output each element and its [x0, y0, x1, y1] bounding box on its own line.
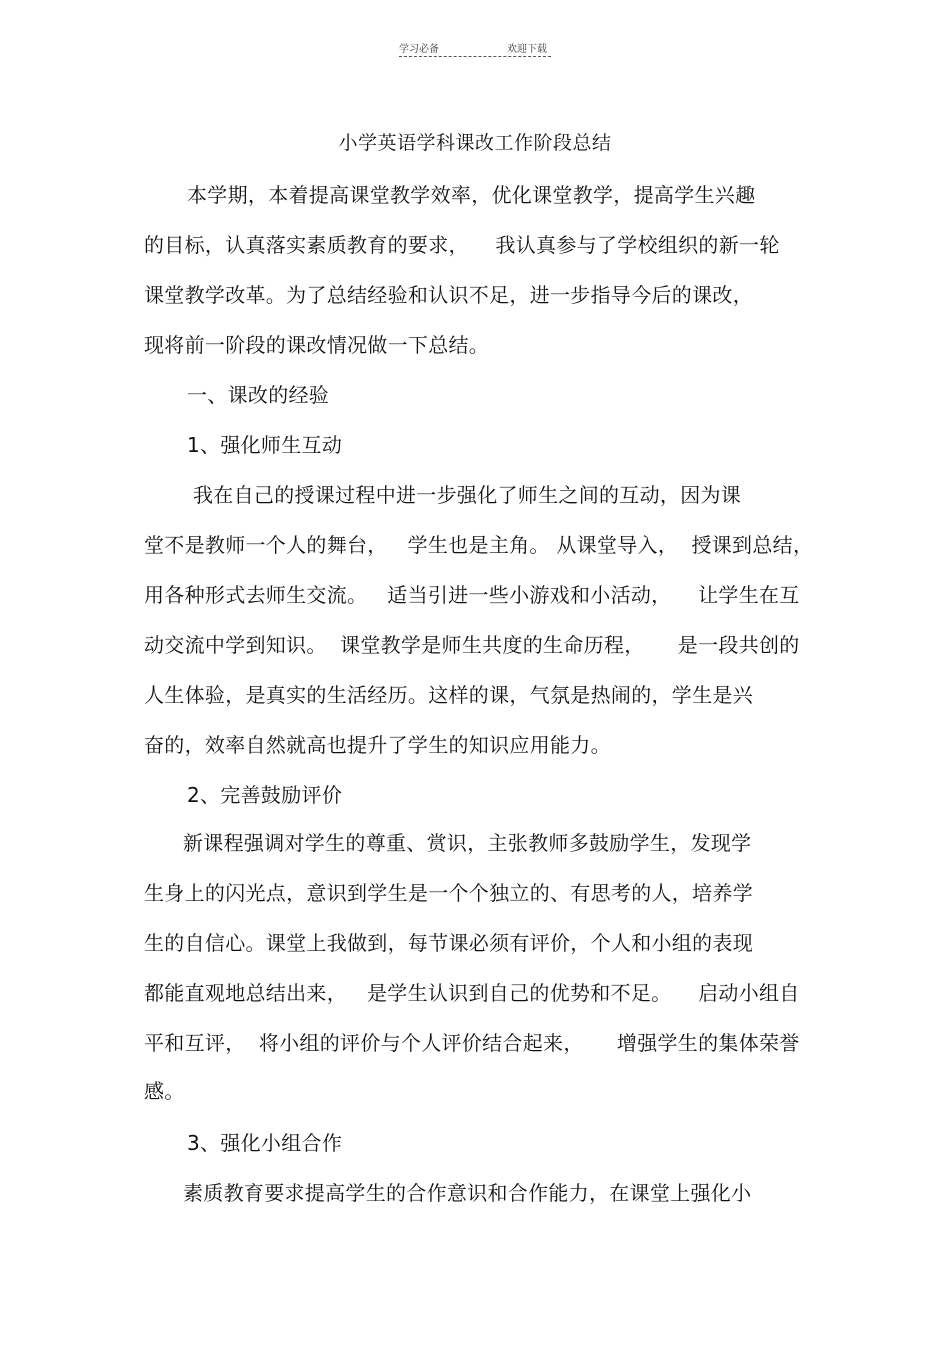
- body-line: 素质教育要求提高学生的合作意识和合作能力，在课堂上强化小: [183, 1181, 752, 1205]
- body-line: 人生体验，是真实的生活经历。这样的课，气氛是热闹的，学生是兴: [144, 683, 753, 707]
- body-line: 奋的，效率自然就高也提升了学生的知识应用能力。: [144, 733, 611, 757]
- body-line: 课堂教学改革。为了总结经验和认识不足，进一步指导今后的课改，: [144, 283, 753, 307]
- body-line: 生身上的闪光点，意识到学生是一个个独立的、有思考的人，培养学: [144, 881, 753, 905]
- body-line: 生的自信心。课堂上我做到，每节课必须有评价，个人和小组的表现: [144, 931, 753, 955]
- body-line: 堂不是教师一个人的舞台， 学生也是主角。 从课堂导入， 授课到总结，: [144, 533, 814, 557]
- document-title: 小学英语学科课改工作阶段总结: [338, 132, 612, 154]
- header-left-text: 学习必备: [399, 44, 439, 55]
- header-right-text: 欢迎下载: [507, 44, 547, 55]
- body-line: 现将前一阶段的课改情况做一下总结。: [144, 333, 490, 357]
- body-line: 本学期，本着提高课堂教学效率，优化课堂教学，提高学生兴趣: [187, 183, 756, 207]
- body-line: 平和互评， 将小组的评价与个人评价结合起来， 增强学生的集体荣誉: [144, 1031, 800, 1055]
- body-line: 我在自己的授课过程中进一步强化了师生之间的互动，因为课: [193, 483, 742, 507]
- subsection-heading: 2、完善鼓励评价: [187, 783, 343, 807]
- subsection-heading: 1、强化师生互动: [187, 433, 343, 457]
- body-line: 都能直观地总结出来， 是学生认识到自己的优势和不足。 启动小组自: [144, 981, 800, 1005]
- page-header: [399, 38, 551, 57]
- section-heading: 一、课改的经验: [187, 383, 330, 407]
- body-line: 的目标，认真落实素质教育的要求， 我认真参与了学校组织的新一轮: [144, 233, 780, 257]
- subsection-heading: 3、强化小组合作: [187, 1131, 343, 1155]
- body-line: 感。: [144, 1079, 185, 1103]
- body-line: 用各种形式去师生交流。 适当引进一些小游戏和小活动， 让学生在互: [144, 583, 800, 607]
- body-line: 动交流中学到知识。 课堂教学是师生共度的生命历程， 是一段共创的: [144, 633, 800, 657]
- body-line: 新课程强调对学生的尊重、赏识，主张教师多鼓励学生，发现学: [183, 831, 752, 855]
